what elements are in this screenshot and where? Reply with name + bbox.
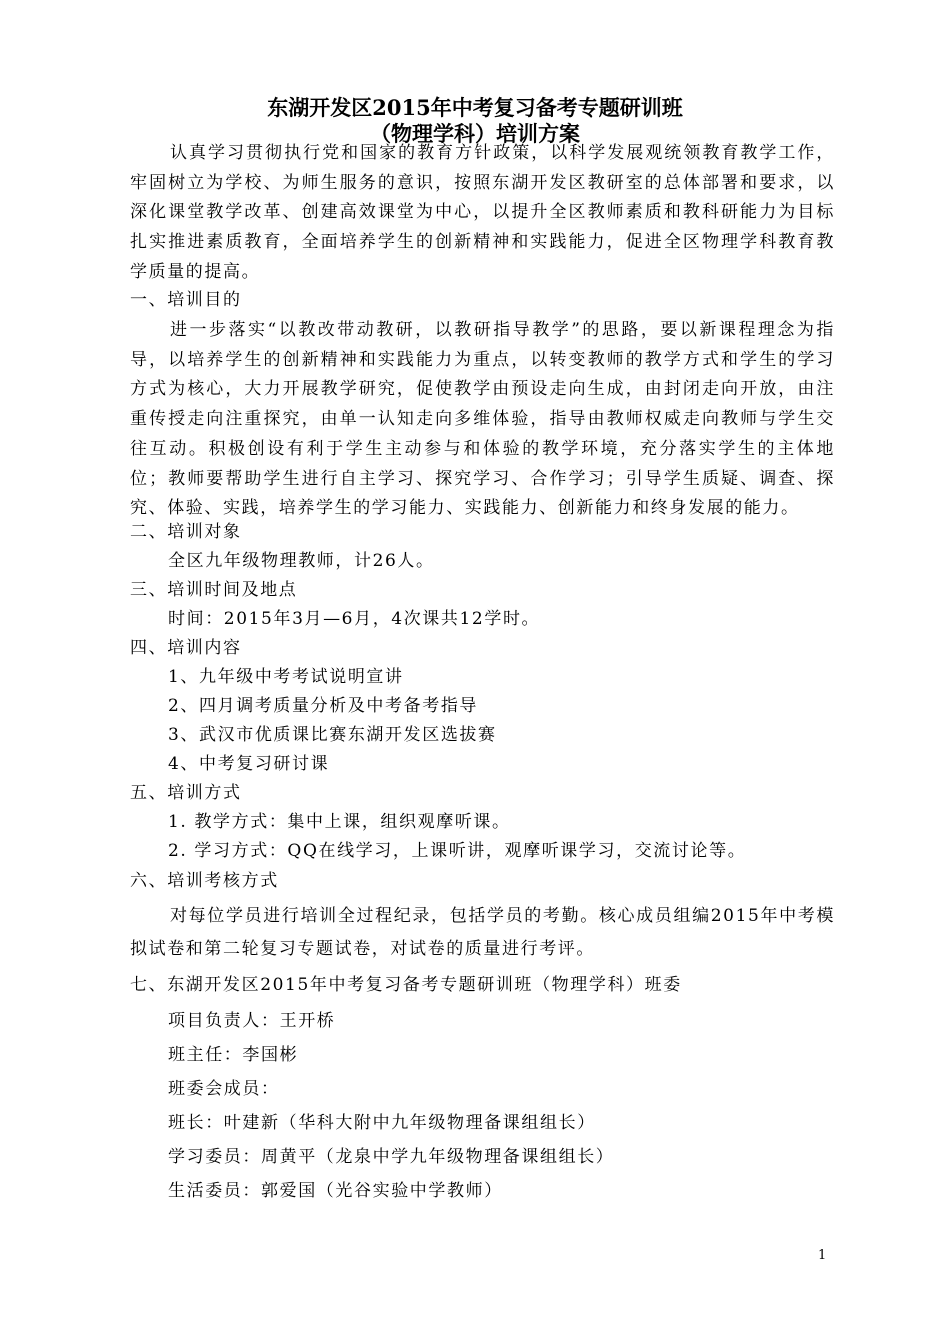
goal-paragraph: 进一步落实“以教改带动教研，以教研指导教学”的思路，要以新课程理念为指导，以培养学生的创新精神和实践能力为重点，以转变教师的教学方式和学生的学习方式为核心，大力开展教学研究，促使教学由预设走向生成，由封闭走向开放，由注重传授走向注重探究，由单一认知走向多维体验，指导由教师权威走向教师与学生交往互动。积极创设有利于学生主动参与和体验的教学环境，充分落实学生的主体地位；教师要帮助学生进行自主学习、探究学习、合作学习；引导学生质疑、调查、探究、体验、实践，培养学生的学习能力、实践能力、创新能力和终身发展的能力。 [130, 320, 835, 519]
committee-line: 班委会成员： [168, 1079, 280, 1099]
committee-line: 生活委员：郭爱国（光谷实验中学教师） [168, 1181, 503, 1201]
page-number: 1 [818, 1248, 827, 1263]
section-heading-time: 三、培训时间及地点 [130, 580, 298, 600]
intro-paragraph: 认真学习贯彻执行党和国家的教育方针政策，以科学发展观统领教育教学工作，牢固树立为学校、为师生服务的意识，按照东湖开发区教研室的总体部署和要求，以深化课堂教学改革、创建高效课堂为中心，以提升全区教师素质和教科研能力为目标扎实推进素质教育，全面培养学生的创新精神和实践能力，促进全区物理学科教育教学质量的提高。 [130, 143, 835, 282]
committee-line: 班主任：李国彬 [168, 1045, 299, 1065]
document-title: 东湖开发区2015年中考复习备考专题研训班 [267, 95, 683, 120]
section-heading-content: 四、培训内容 [130, 638, 242, 658]
content-item: 4、中考复习研讨课 [168, 754, 330, 774]
committee-line: 班长：叶建新（华科大附中九年级物理备课组组长） [168, 1113, 596, 1133]
content-item: 2、四月调考质量分析及中考备考指导 [168, 696, 479, 716]
content-item: 1、九年级中考考试说明宣讲 [168, 667, 404, 687]
section-heading-target: 二、培训对象 [130, 522, 242, 542]
method-item: 2. 学习方式：QQ在线学习，上课听讲，观摩听课学习，交流讨论等。 [168, 841, 747, 861]
method-item: 1. 教学方式：集中上课，组织观摩听课。 [168, 812, 511, 832]
time-text: 时间：2015年3月—6月，4次课共12学时。 [168, 609, 541, 629]
assessment-paragraph: 对每位学员进行培训全过程纪录，包括学员的考勤。核心成员组编2015年中考模拟试卷和第二轮复习专题试卷，对试卷的质量进行考评。 [130, 906, 835, 959]
section-heading-assessment: 六、培训考核方式 [130, 871, 279, 891]
document-subtitle: （物理学科）培训方案 [370, 121, 580, 146]
target-text: 全区九年级物理教师，计26人。 [168, 551, 435, 571]
section-heading-committee: 七、东湖开发区2015年中考复习备考专题研训班（物理学科）班委 [130, 975, 682, 995]
section-heading-method: 五、培训方式 [130, 783, 242, 803]
committee-line: 学习委员：周黄平（龙泉中学九年级物理备课组组长） [168, 1147, 615, 1167]
committee-line: 项目负责人：王开桥 [168, 1011, 336, 1031]
section-heading-goal: 一、培训目的 [130, 290, 242, 310]
content-item: 3、武汉市优质课比赛东湖开发区选拔赛 [168, 725, 497, 745]
